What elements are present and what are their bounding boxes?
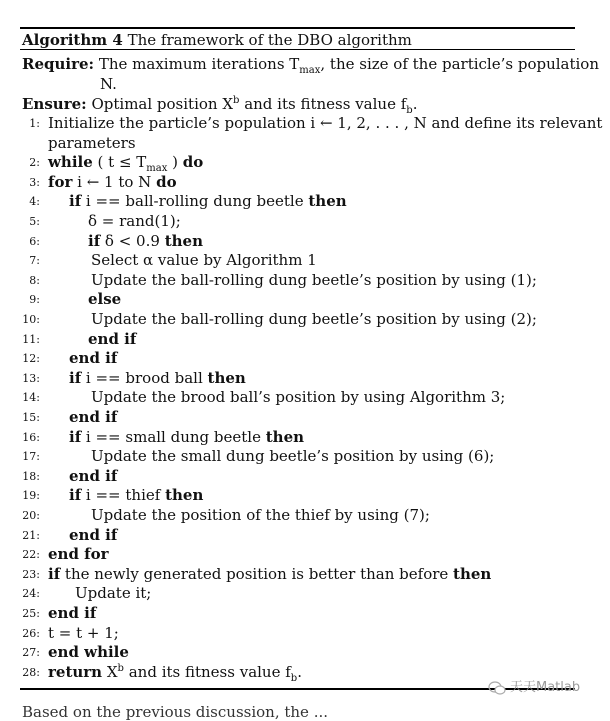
algorithm-step [0, 271, 600, 291]
algorithm-step [0, 565, 600, 585]
step-number: 28: [22, 665, 40, 679]
step-number: 4: [29, 195, 40, 209]
step-number: 21: [22, 528, 40, 542]
step-number: 14: [22, 391, 40, 405]
step-text: return $X^b$ and its fitness value $f_b$. [48, 662, 302, 684]
algorithm-caption [22, 31, 412, 49]
step-text: end if [69, 466, 118, 485]
require-text-cont: N. [100, 75, 117, 93]
step-number: 17: [22, 450, 40, 464]
step-text: end if [69, 525, 118, 544]
step-text: while ( $t \le T_{max}$ ) do [48, 153, 204, 175]
step-number: 5: [29, 215, 40, 228]
watermark [488, 676, 580, 695]
step-number: 18: [22, 469, 40, 483]
algorithm-step [0, 506, 600, 526]
algorithm-step [0, 310, 600, 330]
algorithm-step [0, 134, 600, 154]
step-text: t = t + 1; [48, 623, 119, 642]
require-line-2 [100, 75, 117, 93]
algorithm-step [0, 369, 600, 389]
algorithm-step [0, 643, 600, 663]
step-number: 11: [22, 332, 40, 346]
step-number: 7: [29, 254, 40, 268]
step-text: Update the ball-rolling dung beetle’s position by using (2); [91, 310, 537, 328]
wechat-icon [488, 681, 506, 695]
algorithm-step [0, 349, 600, 369]
step-text: Update the ball-rolling dung beetle’s position by using (1); [91, 270, 537, 289]
step-text: if δ < 0.9 then [88, 231, 203, 250]
step-number: 10: [22, 313, 40, 326]
algorithm-step [0, 447, 600, 467]
step-text: Update the position of the thief by using (7); [91, 506, 430, 524]
algorithm-step [0, 192, 600, 212]
middle-rule [20, 49, 575, 50]
algorithm-step [0, 545, 600, 565]
ensure-line [22, 95, 417, 116]
step-number: 24: [22, 587, 40, 601]
step-number: 9: [29, 293, 40, 307]
step-number: 13: [22, 371, 40, 385]
step-number: 27: [22, 646, 40, 660]
step-text: Update the brood ball’s position by using Algorithm 3; [91, 388, 506, 407]
step-number: 19: [22, 489, 40, 503]
step-number: 26: [22, 626, 40, 640]
step-text: Update the small dung beetle’s position by using (6); [91, 447, 495, 466]
algorithm-step [0, 232, 600, 252]
step-text: end if [69, 408, 118, 426]
algorithm-step [0, 114, 603, 134]
step-number: 8: [29, 273, 40, 287]
step-number: 23: [22, 567, 40, 581]
step-text: end for [48, 545, 109, 564]
top-rule [20, 27, 575, 29]
step-text: Select α value by Algorithm 1 [91, 251, 317, 270]
ensure-label: Ensure: [22, 95, 87, 113]
algorithm-step [0, 173, 600, 193]
require-label: Require: [22, 55, 95, 73]
step-text: Initialize the particle’s population i ← 1, 2, . . . , N and define its relevant [48, 114, 603, 132]
algorithm-step [0, 624, 600, 644]
algorithm-step [0, 251, 600, 271]
step-text: Update it; [75, 584, 152, 603]
watermark-text: 天天Matlab [510, 680, 581, 695]
step-number: 20: [22, 509, 40, 522]
algorithm-step [0, 584, 600, 604]
step-text: end if [48, 604, 97, 622]
step-number: 16: [22, 430, 40, 444]
step-number: 15: [22, 411, 40, 424]
algorithm-step [0, 212, 600, 232]
step-text: parameters [48, 133, 136, 152]
step-text: end while [48, 643, 129, 662]
step-text: δ = rand(1); [88, 212, 181, 230]
step-text: if i == thief then [69, 486, 204, 505]
algorithm-label: Algorithm 4 [22, 31, 123, 49]
algorithm-step [0, 408, 600, 428]
algorithm-step [0, 388, 600, 408]
step-number: 2: [29, 156, 40, 170]
step-text: end if [88, 329, 137, 348]
algorithm-step [0, 290, 600, 310]
algorithm-title: The framework of the DBO algorithm [127, 31, 412, 49]
step-text: if i == small dung beetle then [69, 427, 305, 446]
require-line [22, 55, 599, 76]
step-number: 22: [22, 548, 40, 562]
step-number: 3: [29, 175, 40, 189]
step-number: 1: [29, 117, 40, 130]
cutoff-text: Based on the previous discussion, the ... [22, 703, 328, 721]
step-text: end if [69, 349, 118, 368]
step-text: else [88, 290, 122, 309]
algorithm-step [0, 153, 600, 173]
algorithm-step [0, 486, 600, 506]
step-number: 12: [22, 352, 40, 366]
ensure-text: Optimal position $X^b$ and its fitness value $f_b$. [91, 95, 418, 116]
algorithm-step [0, 526, 600, 546]
step-number: 6: [29, 234, 40, 248]
algorithm-step [0, 428, 600, 448]
step-text: if the newly generated position is better than before then [48, 564, 492, 583]
step-number: 25: [22, 607, 40, 620]
step-text: if i == ball-rolling dung beetle then [69, 192, 347, 211]
algorithm-step [0, 467, 600, 487]
step-text: if i == brood ball then [69, 368, 246, 387]
require-text: The maximum iterations $T_{max}$, the size of the particle’s population [98, 55, 599, 76]
algorithm-step [0, 604, 600, 624]
step-text: for i ← 1 to N do [48, 172, 177, 191]
algorithm-step [0, 330, 600, 350]
